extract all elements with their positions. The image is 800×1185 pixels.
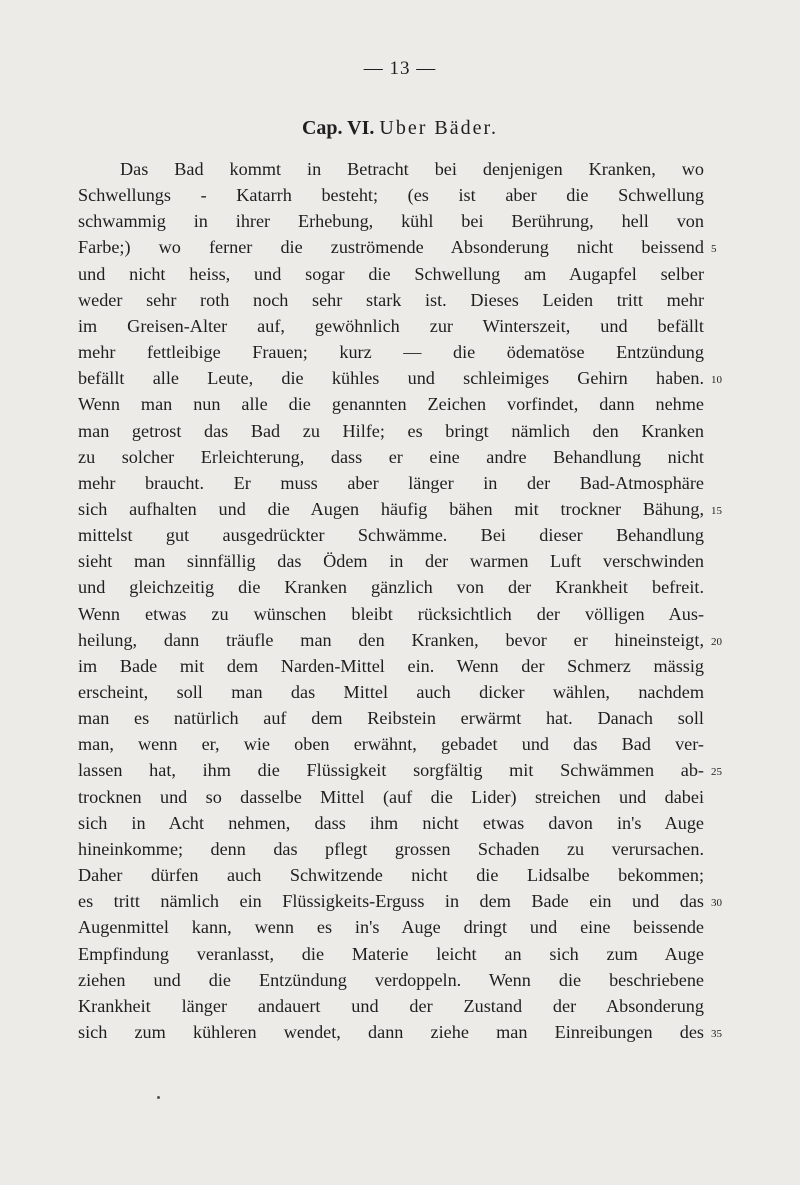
text-line: schwammig in ihrer Erhebung, kühl bei Berührung, hell von	[78, 211, 704, 232]
text-line: Das Bad kommt in Betracht bei denjenigen Kranken, wo	[120, 159, 704, 179]
text-line: mehr braucht. Er muss aber länger in der Bad-Atmosphäre	[78, 472, 704, 493]
text-line: Farbe;) wo ferner die zuströmende Absonderung nicht beissend	[78, 237, 704, 258]
line-number: 25	[711, 766, 722, 779]
text-line: sich zum kühleren wendet, dann ziehe man Einreibungen des	[78, 1021, 704, 1042]
text-line: man es natürlich auf dem Reibstein erwärmt hat. Danach soll	[78, 708, 704, 729]
text-line: sich aufhalten und die Augen häufig bähen mit trockner Bähung,	[78, 498, 704, 519]
text-line: man, wenn er, wie oben erwähnt, gebadet und das Bad ver-	[78, 734, 704, 755]
line-number: 5	[711, 243, 717, 256]
text-line: man getrost das Bad zu Hilfe; es bringt nämlich den Kranken	[78, 420, 704, 441]
text-line: Schwellungs - Katarrh besteht; (es ist aber die Schwellung	[78, 185, 704, 206]
text-line: es tritt nämlich ein Flüssigkeits-Erguss in dem Bade ein und das	[78, 891, 704, 912]
chapter-number: Cap. VI.	[301, 117, 375, 139]
line-number: 35	[711, 1027, 722, 1040]
text-line: mittelst gut ausgedrückter Schwämme. Bei dieser Behandlung	[78, 525, 704, 546]
text-line: Krankheit länger andauert und der Zustand der Absonderung	[78, 995, 704, 1016]
text-line: weder sehr roth noch sehr stark ist. Dieses Leiden tritt mehr	[78, 289, 704, 310]
text-line: befällt alle Leute, die kühles und schleimiges Gehirn haben.	[78, 368, 704, 389]
chapter-heading	[0, 117, 800, 140]
text-line: und nicht heiss, und sogar die Schwellung am Augapfel selber	[78, 263, 704, 284]
line-number: 30	[711, 897, 722, 910]
text-line: Daher dürfen auch Schwitzende nicht die Lidsalbe bekommen;	[78, 865, 704, 886]
text-line: lassen hat, ihm die Flüssigkeit sorgfältig mit Schwämmen ab-	[78, 760, 704, 781]
line-number: 10	[711, 374, 722, 387]
text-line: sich in Acht nehmen, dass ihm nicht etwas davon in's Auge	[78, 812, 704, 833]
text-line: mehr fettleibige Frauen; kurz — die ödematöse Entzündung	[78, 342, 704, 363]
text-line: ziehen und die Entzündung verdoppeln. Wenn die beschriebene	[78, 969, 704, 990]
line-number: 15	[711, 504, 722, 517]
text-line: erscheint, soll man das Mittel auch dicker wählen, nachdem	[78, 682, 704, 702]
page-number: — 13 —	[363, 58, 437, 79]
text-line: und gleichzeitig die Kranken gänzlich von der Krankheit befreit.	[78, 577, 704, 598]
text-line: im Bade mit dem Narden-Mittel ein. Wenn der Schmerz mässig	[78, 655, 704, 676]
text-line: Wenn etwas zu wünschen bleibt rücksichtlich der völligen Aus-	[78, 603, 704, 624]
text-line: Wenn man nun alle die genannten Zeichen vorfindet, dann nehme	[78, 394, 704, 415]
text-line: im Greisen-Alter auf, gewöhnlich zur Winterszeit, und befällt	[78, 315, 704, 336]
text-line: hineinkomme; denn das pflegt grossen Schaden zu verursachen.	[78, 838, 704, 859]
text-line: sieht man sinnfällig das Ödem in der warmen Luft verschwinden	[78, 551, 704, 572]
text-line: trocknen und so dasselbe Mittel (auf die Lider) streichen und dabei	[78, 786, 704, 807]
text-line: heilung, dann träufle man den Kranken, bevor er hineinsteigt,	[78, 629, 704, 650]
line-number: 20	[711, 635, 722, 648]
ink-speck	[157, 1096, 160, 1099]
text-line: Augenmittel kann, wenn es in's Auge dringt und eine beissende	[78, 917, 704, 938]
chapter-title: Uber Bäder.	[379, 117, 499, 139]
text-line: Empfindung veranlasst, die Materie leicht an sich zum Auge	[78, 943, 704, 964]
text-line: zu solcher Erleichterung, dass er eine andre Behandlung nicht	[78, 446, 704, 467]
